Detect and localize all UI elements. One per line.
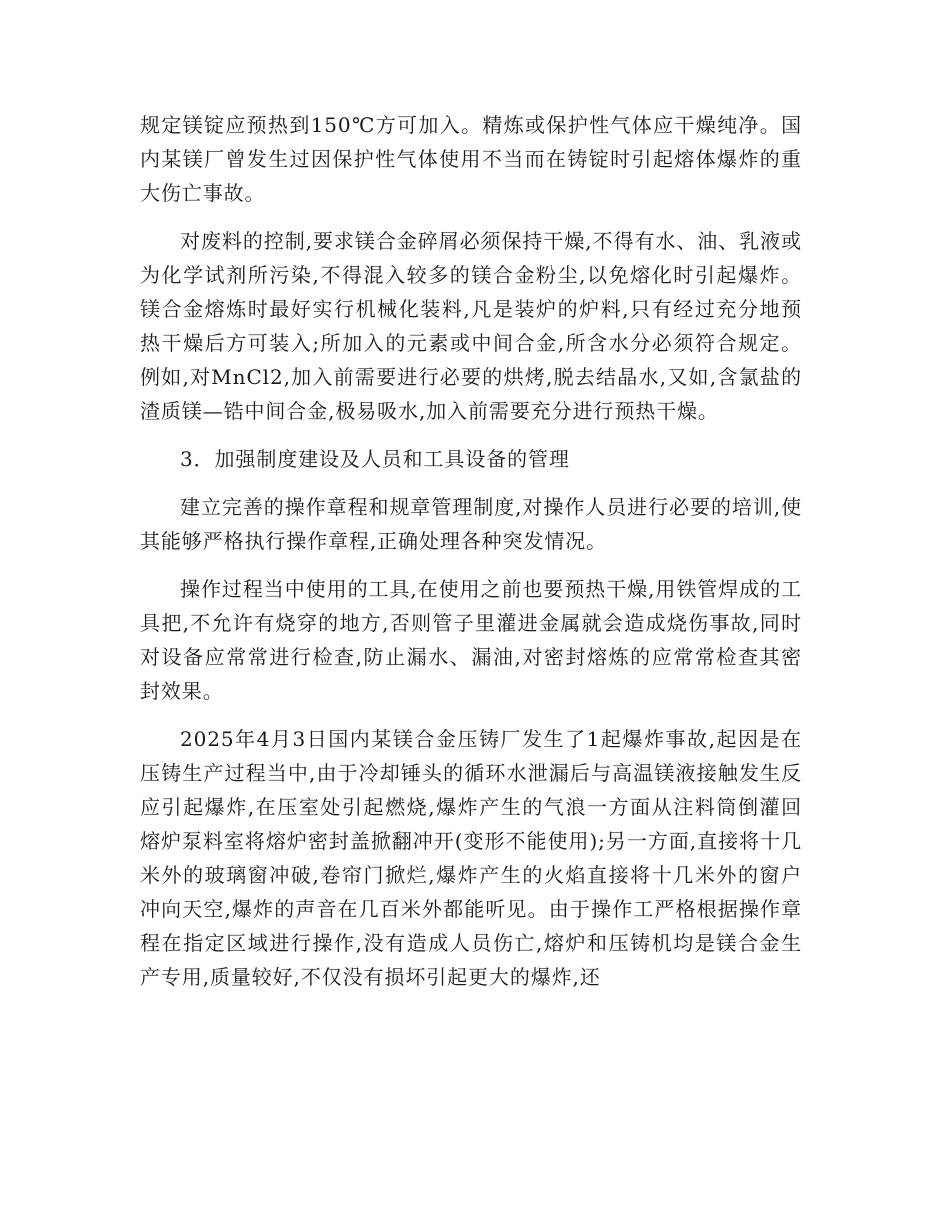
paragraph-tools: 操作过程当中使用的工具,在使用之前也要预热干燥,用铁管焊成的工具把,不允许有烧穿的地方,否则管子里灌进金属就会造成烧伤事故,同时对设备应常常进行检查,防止漏水、漏油,对密封熔炼的应常常检查其密封效果。 [140, 577, 802, 703]
section-heading: 3．加强制度建设及人员和工具设备的管理 [180, 447, 570, 471]
paragraph-scrap-control: 对废料的控制,要求镁合金碎屑必须保持干燥,不得有水、油、乳液或为化学试剂所污染,不得混入较多的镁合金粉尘,以免熔化时引起爆炸。镁合金熔炼时最好实行机械化装料,凡是装炉的炉料,只有经过充分地预热干燥后方可装入;所加入的元素或中间合金,所含水分必须符合规定。例如,对MnCl2,加入前需要进行必要的烘烤,脱去结晶水,又如,含氯盐的渣质镁—锆中间合金,极易吸水,加入前需要充分进行预热干燥。 [140, 229, 802, 423]
paragraph-accident-case: 2025年4月3日国内某镁合金压铸厂发生了1起爆炸事故,起因是在压铸生产过程当中,由于冷却锤头的循环水泄漏后与高温镁液接触发生反应引起爆炸,在压室处引起燃烧,爆炸产生的气浪一方面从注料筒倒灌回熔炉泵料室将熔炉密封盖掀翻冲开(变形不能使用);另一方面,直接将十几米外的玻璃窗冲破,卷帘门掀烂,爆炸产生的火焰直接将十几米外的窗户冲向天空,爆炸的声音在几百米外都能听见。由于操作工严格根据操作章程在指定区域进行操作,没有造成人员伤亡,熔炉和压铸机均是镁合金生产专用,质量较好,不仅没有损坏引起更大的爆炸,还 [140, 727, 802, 989]
document-body [140, 108, 802, 994]
paragraph-regulations: 建立完善的操作章程和规章管理制度,对操作人员进行必要的培训,使其能够严格执行操作章程,正确处理各种突发情况。 [140, 495, 802, 553]
paragraph-continuation: 规定镁锭应预热到150℃方可加入。精炼或保护性气体应干燥纯净。国内某镁厂曾发生过因保护性气体使用不当而在铸锭时引起熔体爆炸的重大伤亡事故。 [140, 113, 802, 205]
